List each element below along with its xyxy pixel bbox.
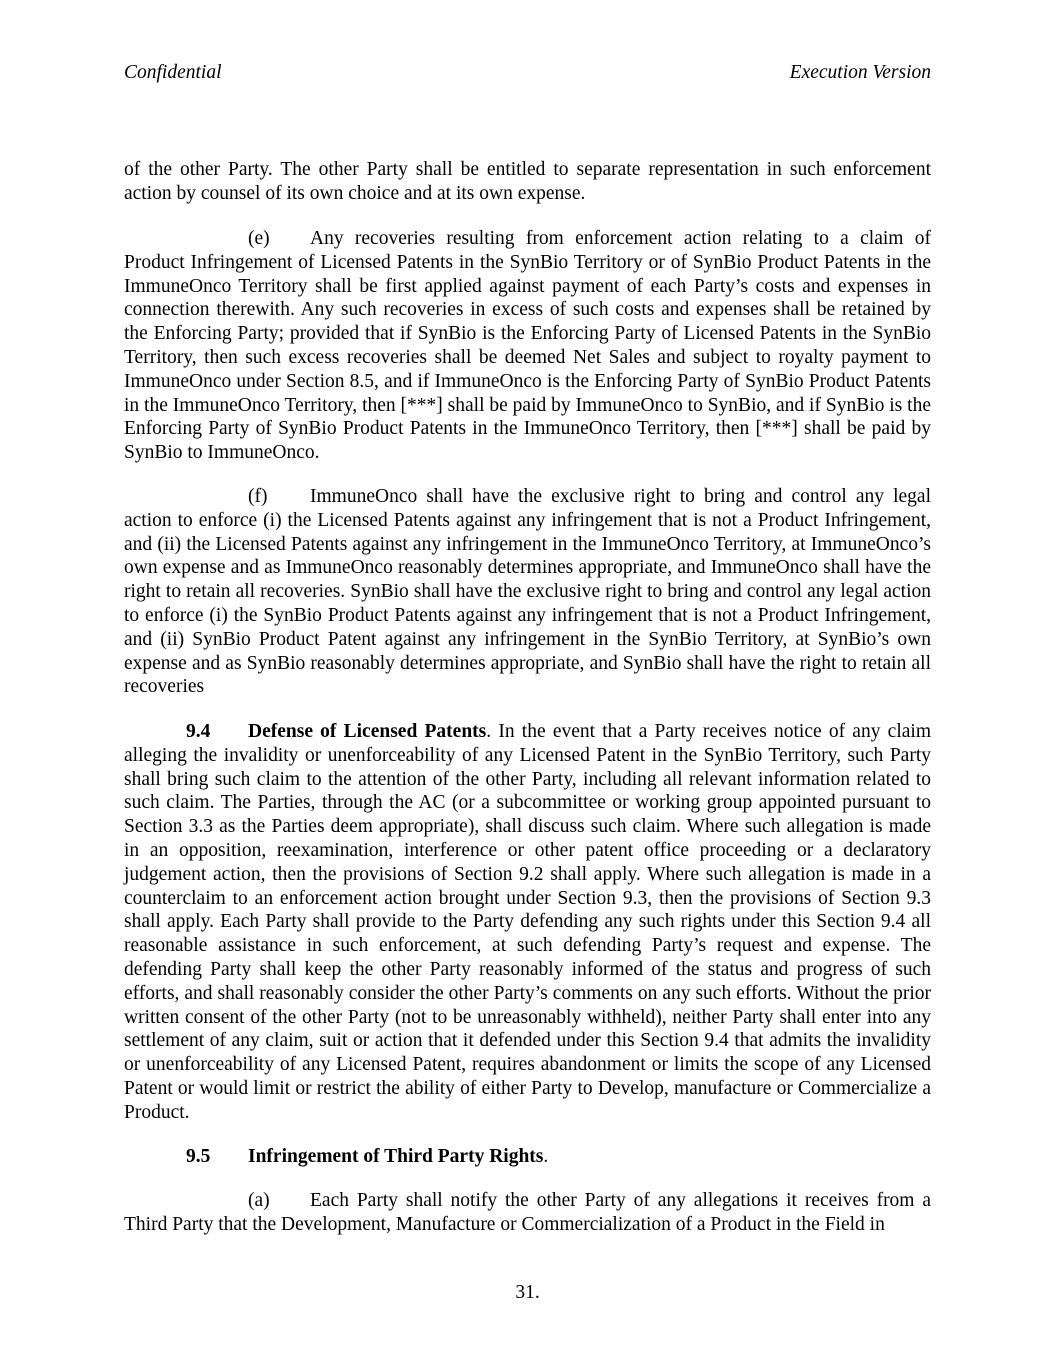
clause-text-e: Any recoveries resulting from enforcement action relating to a claim of Product Infringement of Licensed Patents in the SynBio Territory or of SynBio Product Patents in the ImmuneOnco Territory shall be first applied against payment of each Party’s costs and expenses in connection therewith. Any such recoveries in excess of such costs and expenses shall be retained by the Enforcing Party; provided that if SynBio is the Enforcing Party of Licensed Patents in the SynBio Territory, then such excess recoveries shall be deemed Net Sales and subject to royalty payment to ImmuneOnco under Section 8.5, and if ImmuneOnco is the Enforcing Party of SynBio Product Patents in the ImmuneOnco Territory, then [***] shall be paid by ImmuneOnco to SynBio, and if SynBio is the Enforcing Party of SynBio Product Patents in the ImmuneOnco Territory, then [***] shall be paid by SynBio to ImmuneOnco. bbox=[124, 228, 931, 464]
paragraph-a bbox=[124, 1189, 931, 1237]
continuation-text: of the other Party. The other Party shall be entitled to separate representation in such enforcement action by counsel of its own choice and at its own expense. bbox=[124, 159, 931, 204]
page-header bbox=[124, 62, 931, 88]
paragraph-f bbox=[124, 485, 931, 699]
paragraph-e bbox=[124, 227, 931, 465]
section-number-9-4: 9.4 bbox=[186, 721, 211, 742]
section-9-4 bbox=[124, 720, 931, 1125]
section-9-5 bbox=[124, 1145, 931, 1169]
section-number-9-5: 9.5 bbox=[186, 1146, 211, 1167]
clause-text-a: Each Party shall notify the other Party of any allegations it receives from a Third Party that the Development, Manufacture or Commercialization of a Product in the Field in bbox=[124, 1190, 931, 1235]
section-title-9-5: Infringement of Third Party Rights bbox=[248, 1146, 544, 1167]
clause-label-f: (f) bbox=[248, 486, 268, 507]
header-version: Execution Version bbox=[789, 62, 931, 83]
paragraph-continuation bbox=[124, 158, 931, 206]
header-confidential: Confidential bbox=[124, 62, 222, 83]
clause-text-f: ImmuneOnco shall have the exclusive right to bring and control any legal action to enforce (i) the Licensed Patents against any infringement that is not a Product Infringement, and (ii) the Licensed Patents against any infringement in the ImmuneOnco Territory, at ImmuneOnco’s own expense and as ImmuneOnco reasonably determines appropriate, and ImmuneOnco shall have the right to retain all recoveries. SynBio shall have the exclusive right to bring and control any legal action to enforce (i) the SynBio Product Patents against any infringement that is not a Product Infringement, and (ii) SynBio Product Patent against any infringement in the SynBio Territory, at SynBio’s own expense and as SynBio reasonably determines appropriate, and SynBio shall have the right to retain all recoveries bbox=[124, 486, 931, 698]
clause-label-e: (e) bbox=[248, 228, 270, 249]
section-text-9-4: . In the event that a Party receives notice of any claim alleging the invalidity or unenforceability of any Licensed Patent in the SynBio Territory, such Party shall bring such claim to the attention of the other Party, including all relevant information related to such claim. The Parties, through the AC (or a subcommittee or working group appointed pursuant to Section 3.3 as the Parties deem appropriate), shall discuss such claim. Where such allegation is made in an opposition, reexamination, interference or other patent office proceeding or a declaratory judgement action, then the provisions of Section 9.2 shall apply. Where such allegation is made in a counterclaim to an enforcement action brought under Section 9.3, then the provisions of Section 9.3 shall apply. Each Party shall provide to the Party defending any such rights under this Section 9.4 all reasonable assistance in such enforcement, at such defending Party’s request and expense. The defending Party shall keep the other Party reasonably informed of the status and progress of such efforts, and shall reasonably consider the other Party’s comments on any such efforts. Without the prior written consent of the other Party (not to be unreasonably withheld), neither Party shall enter into any settlement of any claim, suit or action that it defended under this Section 9.4 that admits the invalidity or unenforceability of any Licensed Patent, requires abandonment or limits the scope of any Licensed Patent or would limit or restrict the ability of either Party to Develop, manufacture or Commercialize a Product. bbox=[124, 721, 931, 1123]
page-number: 31. bbox=[515, 1282, 540, 1303]
section-period-9-5: . bbox=[543, 1146, 549, 1167]
section-title-9-4: Defense of Licensed Patents bbox=[248, 721, 487, 742]
clause-label-a: (a) bbox=[248, 1190, 270, 1211]
